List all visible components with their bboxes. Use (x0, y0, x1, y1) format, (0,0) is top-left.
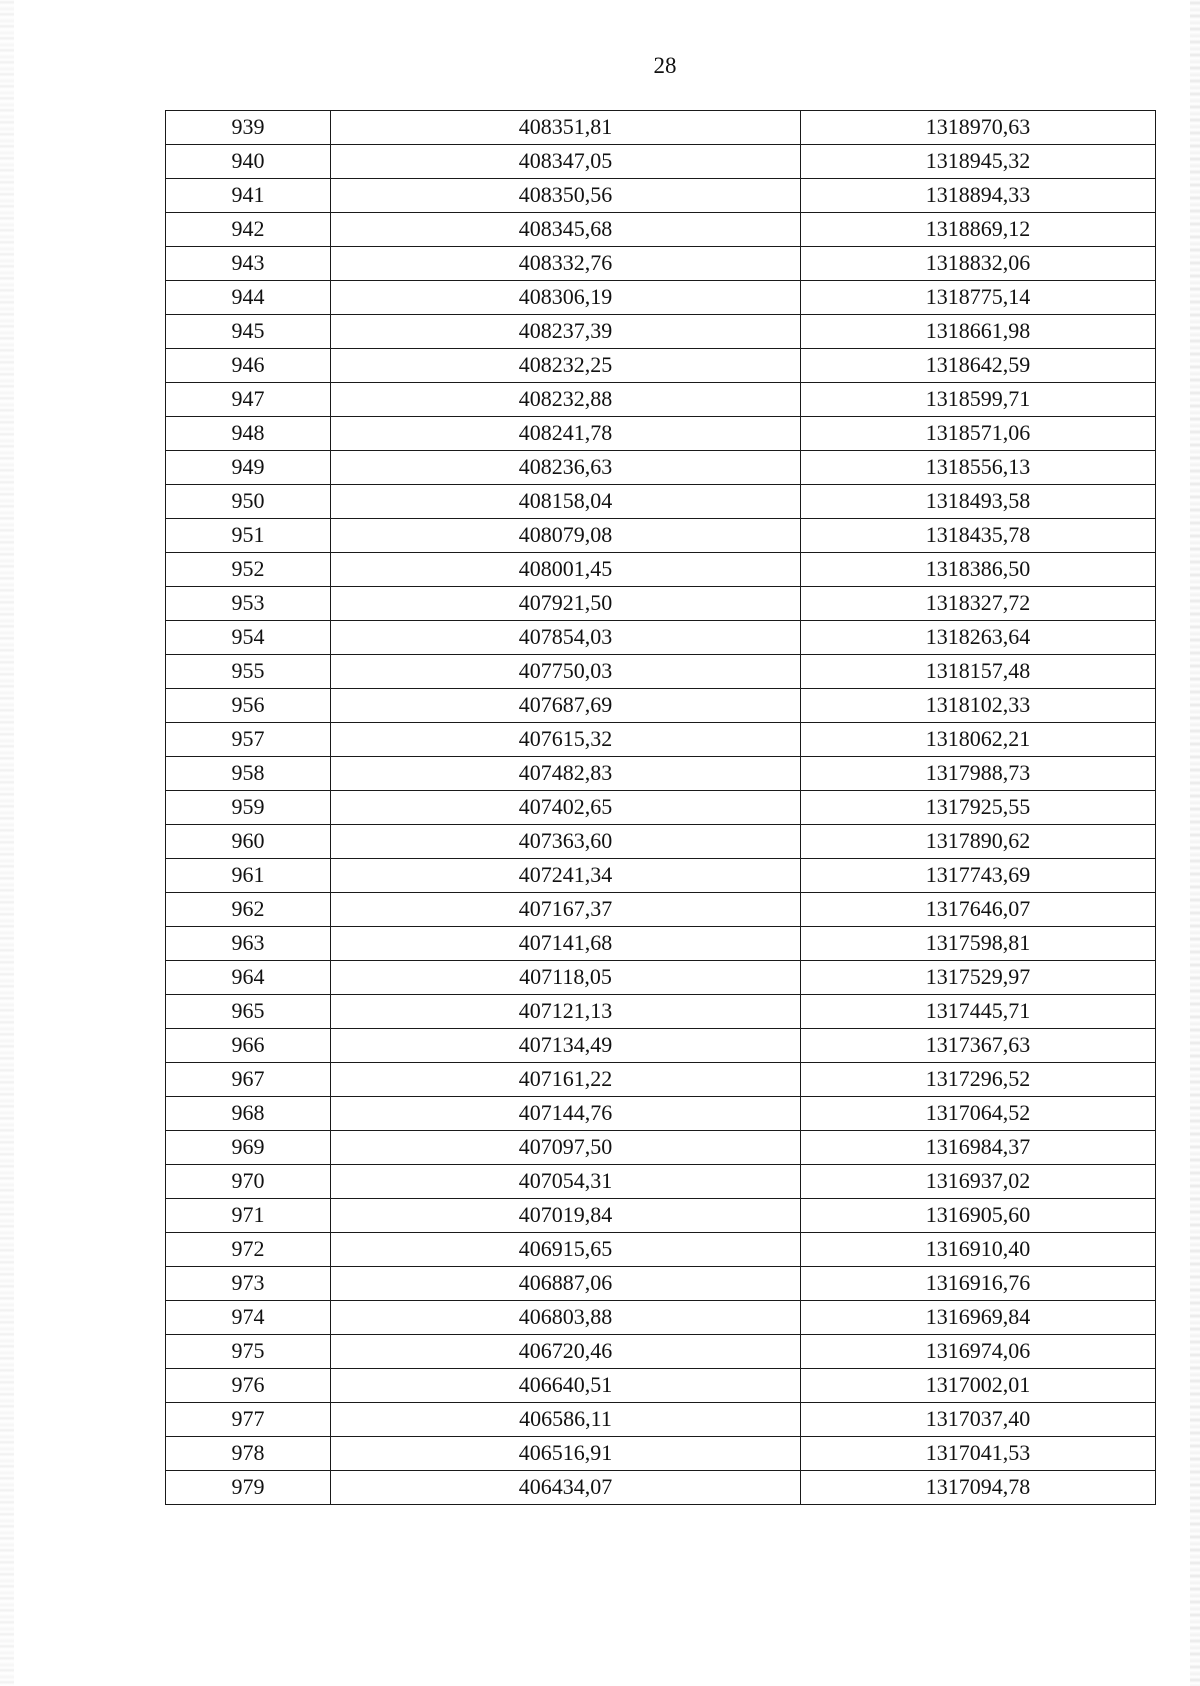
y-coordinate-cell: 1318062,21 (801, 723, 1156, 757)
x-coordinate-cell: 406586,11 (331, 1403, 801, 1437)
x-coordinate-cell: 406720,46 (331, 1335, 801, 1369)
point-number-cell: 942 (166, 213, 331, 247)
point-number-cell: 946 (166, 349, 331, 383)
table-row (166, 1403, 1156, 1437)
point-number-cell: 961 (166, 859, 331, 893)
y-coordinate-cell: 1318157,48 (801, 655, 1156, 689)
x-coordinate-cell: 407118,05 (331, 961, 801, 995)
point-number-cell: 954 (166, 621, 331, 655)
y-coordinate-cell: 1318386,50 (801, 553, 1156, 587)
point-number-cell: 962 (166, 893, 331, 927)
y-coordinate-cell: 1318263,64 (801, 621, 1156, 655)
point-number-cell: 969 (166, 1131, 331, 1165)
y-coordinate-cell: 1317041,53 (801, 1437, 1156, 1471)
table-row (166, 281, 1156, 315)
point-number-cell: 965 (166, 995, 331, 1029)
scan-edge-left (0, 0, 14, 1686)
x-coordinate-cell: 407363,60 (331, 825, 801, 859)
x-coordinate-cell: 407402,65 (331, 791, 801, 825)
table-row (166, 247, 1156, 281)
point-number-cell: 956 (166, 689, 331, 723)
table-row (166, 689, 1156, 723)
x-coordinate-cell: 406640,51 (331, 1369, 801, 1403)
y-coordinate-cell: 1318599,71 (801, 383, 1156, 417)
point-number-cell: 951 (166, 519, 331, 553)
x-coordinate-cell: 406915,65 (331, 1233, 801, 1267)
x-coordinate-cell: 407854,03 (331, 621, 801, 655)
table-row (166, 1029, 1156, 1063)
point-number-cell: 958 (166, 757, 331, 791)
point-number-cell: 960 (166, 825, 331, 859)
point-number-cell: 966 (166, 1029, 331, 1063)
point-number-cell: 972 (166, 1233, 331, 1267)
table-row (166, 1471, 1156, 1505)
y-coordinate-cell: 1316969,84 (801, 1301, 1156, 1335)
table-row (166, 145, 1156, 179)
x-coordinate-cell: 407615,32 (331, 723, 801, 757)
y-coordinate-cell: 1317743,69 (801, 859, 1156, 893)
y-coordinate-cell: 1317445,71 (801, 995, 1156, 1029)
x-coordinate-cell: 408236,63 (331, 451, 801, 485)
point-number-cell: 974 (166, 1301, 331, 1335)
table-row (166, 927, 1156, 961)
y-coordinate-cell: 1318556,13 (801, 451, 1156, 485)
table-row (166, 485, 1156, 519)
point-number-cell: 963 (166, 927, 331, 961)
table-row (166, 621, 1156, 655)
y-coordinate-cell: 1316937,02 (801, 1165, 1156, 1199)
table-row (166, 213, 1156, 247)
x-coordinate-cell: 408306,19 (331, 281, 801, 315)
x-coordinate-cell: 408237,39 (331, 315, 801, 349)
table-row (166, 757, 1156, 791)
y-coordinate-cell: 1318894,33 (801, 179, 1156, 213)
point-number-cell: 940 (166, 145, 331, 179)
x-coordinate-cell: 407482,83 (331, 757, 801, 791)
table-row (166, 723, 1156, 757)
y-coordinate-cell: 1316984,37 (801, 1131, 1156, 1165)
point-number-cell: 977 (166, 1403, 331, 1437)
table-row (166, 111, 1156, 145)
point-number-cell: 973 (166, 1267, 331, 1301)
y-coordinate-cell: 1318493,58 (801, 485, 1156, 519)
x-coordinate-cell: 406516,91 (331, 1437, 801, 1471)
table-row (166, 1369, 1156, 1403)
y-coordinate-cell: 1318102,33 (801, 689, 1156, 723)
table-row (166, 417, 1156, 451)
coordinates-table (165, 110, 1156, 1505)
x-coordinate-cell: 408351,81 (331, 111, 801, 145)
point-number-cell: 941 (166, 179, 331, 213)
x-coordinate-cell: 408158,04 (331, 485, 801, 519)
y-coordinate-cell: 1317296,52 (801, 1063, 1156, 1097)
x-coordinate-cell: 407019,84 (331, 1199, 801, 1233)
y-coordinate-cell: 1318435,78 (801, 519, 1156, 553)
table-row (166, 519, 1156, 553)
point-number-cell: 949 (166, 451, 331, 485)
x-coordinate-cell: 406887,06 (331, 1267, 801, 1301)
x-coordinate-cell: 407921,50 (331, 587, 801, 621)
point-number-cell: 979 (166, 1471, 331, 1505)
y-coordinate-cell: 1317646,07 (801, 893, 1156, 927)
point-number-cell: 950 (166, 485, 331, 519)
point-number-cell: 945 (166, 315, 331, 349)
y-coordinate-cell: 1317890,62 (801, 825, 1156, 859)
point-number-cell: 953 (166, 587, 331, 621)
table-row (166, 1233, 1156, 1267)
x-coordinate-cell: 407241,34 (331, 859, 801, 893)
point-number-cell: 970 (166, 1165, 331, 1199)
y-coordinate-cell: 1317002,01 (801, 1369, 1156, 1403)
x-coordinate-cell: 408079,08 (331, 519, 801, 553)
x-coordinate-cell: 407687,69 (331, 689, 801, 723)
point-number-cell: 947 (166, 383, 331, 417)
table-row (166, 1131, 1156, 1165)
table-row (166, 995, 1156, 1029)
coordinates-table-body (166, 111, 1156, 1505)
x-coordinate-cell: 407161,22 (331, 1063, 801, 1097)
x-coordinate-cell: 408332,76 (331, 247, 801, 281)
y-coordinate-cell: 1317598,81 (801, 927, 1156, 961)
table-row (166, 587, 1156, 621)
table-row (166, 451, 1156, 485)
table-row (166, 179, 1156, 213)
y-coordinate-cell: 1317094,78 (801, 1471, 1156, 1505)
table-row (166, 1437, 1156, 1471)
point-number-cell: 952 (166, 553, 331, 587)
y-coordinate-cell: 1318869,12 (801, 213, 1156, 247)
table-row (166, 1063, 1156, 1097)
table-row (166, 1199, 1156, 1233)
y-coordinate-cell: 1318775,14 (801, 281, 1156, 315)
point-number-cell: 964 (166, 961, 331, 995)
point-number-cell: 957 (166, 723, 331, 757)
table-row (166, 1267, 1156, 1301)
point-number-cell: 978 (166, 1437, 331, 1471)
y-coordinate-cell: 1316916,76 (801, 1267, 1156, 1301)
table-row (166, 825, 1156, 859)
y-coordinate-cell: 1317367,63 (801, 1029, 1156, 1063)
table-row (166, 315, 1156, 349)
point-number-cell: 948 (166, 417, 331, 451)
table-row (166, 655, 1156, 689)
table-row (166, 791, 1156, 825)
y-coordinate-cell: 1318832,06 (801, 247, 1156, 281)
y-coordinate-cell: 1318327,72 (801, 587, 1156, 621)
point-number-cell: 943 (166, 247, 331, 281)
y-coordinate-cell: 1317064,52 (801, 1097, 1156, 1131)
point-number-cell: 959 (166, 791, 331, 825)
point-number-cell: 939 (166, 111, 331, 145)
scan-edge-right (1190, 0, 1200, 1686)
y-coordinate-cell: 1318661,98 (801, 315, 1156, 349)
x-coordinate-cell: 407167,37 (331, 893, 801, 927)
point-number-cell: 967 (166, 1063, 331, 1097)
y-coordinate-cell: 1318642,59 (801, 349, 1156, 383)
x-coordinate-cell: 407141,68 (331, 927, 801, 961)
y-coordinate-cell: 1316974,06 (801, 1335, 1156, 1369)
table-row (166, 553, 1156, 587)
x-coordinate-cell: 406434,07 (331, 1471, 801, 1505)
point-number-cell: 955 (166, 655, 331, 689)
point-number-cell: 975 (166, 1335, 331, 1369)
table-row (166, 859, 1156, 893)
x-coordinate-cell: 408232,25 (331, 349, 801, 383)
point-number-cell: 968 (166, 1097, 331, 1131)
y-coordinate-cell: 1318970,63 (801, 111, 1156, 145)
table-row (166, 1097, 1156, 1131)
y-coordinate-cell: 1316905,60 (801, 1199, 1156, 1233)
x-coordinate-cell: 408347,05 (331, 145, 801, 179)
x-coordinate-cell: 408232,88 (331, 383, 801, 417)
x-coordinate-cell: 407750,03 (331, 655, 801, 689)
y-coordinate-cell: 1317988,73 (801, 757, 1156, 791)
y-coordinate-cell: 1318571,06 (801, 417, 1156, 451)
y-coordinate-cell: 1317037,40 (801, 1403, 1156, 1437)
table-row (166, 961, 1156, 995)
y-coordinate-cell: 1318945,32 (801, 145, 1156, 179)
x-coordinate-cell: 408241,78 (331, 417, 801, 451)
y-coordinate-cell: 1316910,40 (801, 1233, 1156, 1267)
x-coordinate-cell: 407054,31 (331, 1165, 801, 1199)
x-coordinate-cell: 407121,13 (331, 995, 801, 1029)
table-row (166, 1301, 1156, 1335)
table-row (166, 1165, 1156, 1199)
x-coordinate-cell: 407134,49 (331, 1029, 801, 1063)
point-number-cell: 976 (166, 1369, 331, 1403)
point-number-cell: 944 (166, 281, 331, 315)
table-row (166, 1335, 1156, 1369)
point-number-cell: 971 (166, 1199, 331, 1233)
y-coordinate-cell: 1317925,55 (801, 791, 1156, 825)
table-row (166, 893, 1156, 927)
x-coordinate-cell: 408001,45 (331, 553, 801, 587)
table-row (166, 383, 1156, 417)
y-coordinate-cell: 1317529,97 (801, 961, 1156, 995)
page-number: 28 (653, 53, 677, 78)
x-coordinate-cell: 407097,50 (331, 1131, 801, 1165)
x-coordinate-cell: 406803,88 (331, 1301, 801, 1335)
x-coordinate-cell: 408345,68 (331, 213, 801, 247)
x-coordinate-cell: 407144,76 (331, 1097, 801, 1131)
table-row (166, 349, 1156, 383)
x-coordinate-cell: 408350,56 (331, 179, 801, 213)
